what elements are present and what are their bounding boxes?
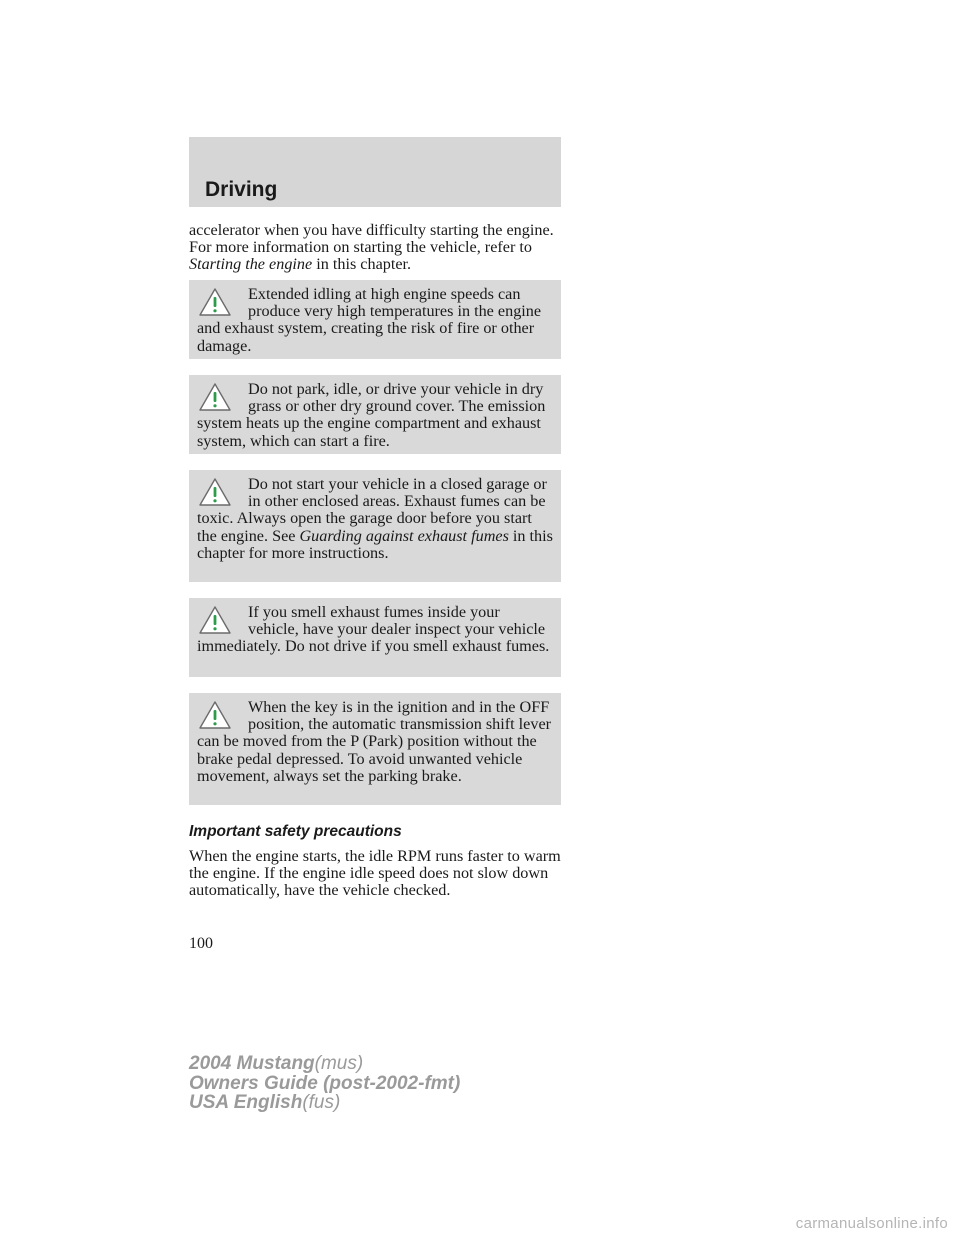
warning-text: Extended idling at high engine speeds can produce very high temperatures in the engine and exhaust system, creating the risk of fire or other damage. bbox=[197, 285, 542, 355]
footer-line-guide: Owners Guide (post-2002-fmt) bbox=[189, 1072, 461, 1094]
warning-box bbox=[189, 280, 561, 359]
cross-reference: Guarding against exhaust fumes bbox=[299, 526, 509, 545]
warning-box bbox=[189, 598, 561, 677]
document-footer bbox=[189, 1054, 460, 1113]
warning-triangle-icon bbox=[198, 700, 232, 730]
subheading: Important safety precautions bbox=[189, 823, 402, 840]
safety-paragraph: When the engine starts, the idle RPM runs faster to warm the engine. If the engine idle speed does not slow down automatically, have the vehicle checked. bbox=[189, 847, 561, 900]
cross-reference: Starting the engine bbox=[189, 255, 313, 274]
warning-text: When the key is in the ignition and in the OFF position, the automatic transmission shift lever can be moved from the P (Park) position without the brake pedal depressed. To avoid unwanted vehicle movement, always set the parking brake. bbox=[197, 698, 552, 785]
warning-text: If you smell exhaust fumes inside your vehicle, have your dealer inspect your vehicle immediately. Do not drive if you smell exhaust fumes. bbox=[197, 603, 550, 656]
page-number: 100 bbox=[189, 935, 213, 952]
warning-triangle-icon bbox=[198, 605, 232, 635]
footer-line-language: USA English(fus) bbox=[189, 1092, 341, 1113]
warning-box bbox=[189, 693, 561, 805]
warning-triangle-icon bbox=[198, 287, 232, 317]
watermark: carmanualsonline.info bbox=[795, 1215, 948, 1232]
footer-line-model: 2004 Mustang(mus) bbox=[189, 1053, 364, 1074]
warning-box bbox=[189, 375, 561, 454]
section-title: Driving bbox=[205, 178, 278, 201]
intro-paragraph: accelerator when you have difficulty starting the engine. For more information on starting the vehicle, refer to Starting the engine in this chapter. bbox=[189, 221, 554, 274]
warning-triangle-icon bbox=[198, 382, 232, 412]
warning-box bbox=[189, 470, 561, 582]
warning-text: Do not park, idle, or drive your vehicle in dry grass or other dry ground cover. The emission system heats up the engine compartment and exhaust system, which can start a fire. bbox=[197, 380, 546, 450]
warning-triangle-icon bbox=[198, 477, 232, 507]
warning-text: Do not start your vehicle in a closed garage or in other enclosed areas. Exhaust fumes can be toxic. Always open the garage door before you start the engine. See Guarding against exhaust fumes in this chapter for more instructions. bbox=[197, 475, 553, 562]
